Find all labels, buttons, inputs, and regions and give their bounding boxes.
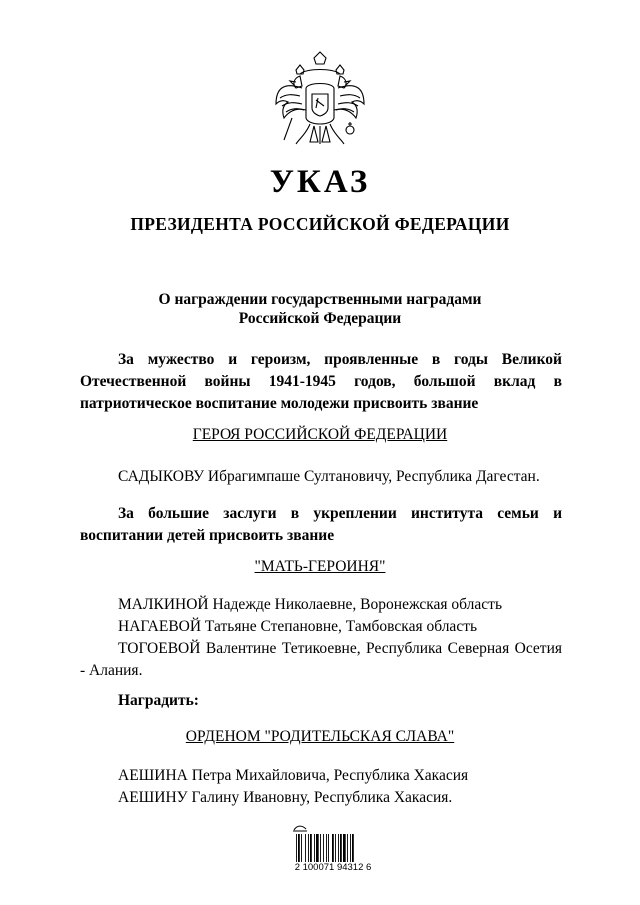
award-title-hero: ГЕРОЯ РОССИЙСКОЙ ФЕДЕРАЦИИ <box>192 426 448 443</box>
section-3-text: Наградить: <box>118 692 199 709</box>
section-2-text: За большие заслуги в укреплении института семьи и воспитании детей присвоить звание <box>80 505 562 544</box>
barcode-number: 2 100071 94312 6 <box>294 862 372 873</box>
barcode-icon <box>296 834 372 862</box>
recipient-malkina: МАЛКИНОЙ Надежде Николаевне, Воронежская область <box>118 596 503 613</box>
section-1-text: За мужество и героизм, проявленные в годы Великой Отечественной войны 1941-1945 годов, большой вклад в патриотическое воспитание молодежи присвоить звание <box>80 351 562 412</box>
decree-heading-line-2: Российской Федерации <box>238 310 402 327</box>
state-emblem-icon <box>270 48 370 158</box>
recipient-aeshina-galina: АЕШИНУ Галину Ивановну, Республика Хакасия. <box>118 789 453 806</box>
recipients-list-2 <box>80 594 562 682</box>
award-title-parental-glory: ОРДЕНОМ "РОДИТЕЛЬСКАЯ СЛАВА" <box>185 728 455 745</box>
decree-heading <box>0 290 640 328</box>
double-headed-eagle-emblem-icon <box>270 48 370 158</box>
decree-subtitle: ПРЕЗИДЕНТА РОССИЙСКОЙ ФЕДЕРАЦИИ <box>130 214 510 234</box>
decree-title: УКАЗ <box>269 164 371 200</box>
recipient-aeshin-petr: АЕШИНА Петра Михайловича, Республика Хакасия <box>118 767 469 784</box>
recipient-nagaeva: НАГАЕВОЙ Татьяне Степановне, Тамбовская область <box>118 618 478 635</box>
barcode <box>288 824 378 876</box>
recipients-list-3 <box>80 765 562 809</box>
award-title-mother-heroine: "МАТЬ-ГЕРОИНЯ" <box>254 558 386 575</box>
recipient-sadykov: САДЫКОВУ Ибрагимпаше Султановичу, Республика Дагестан. <box>118 468 540 485</box>
recipient-togoeva: ТОГОЕВОЙ Валентине Тетикоевне, Республика Северная Осетия - Алания. <box>80 640 562 679</box>
decree-heading-line-1: О награждении государственными наградами <box>158 291 482 308</box>
barcode-mark-icon <box>292 824 308 832</box>
